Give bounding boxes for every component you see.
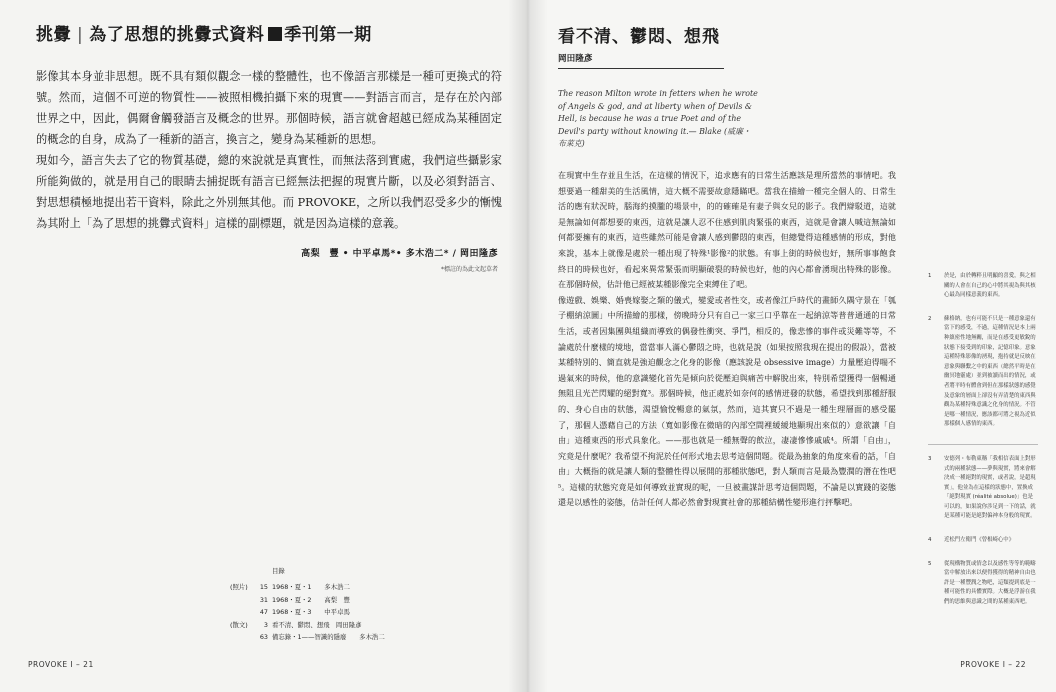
page-title-left [36,20,506,45]
footnote-number: 3 [928,455,932,462]
footnote [928,455,1038,522]
title-divider [558,68,724,69]
essay-body [558,168,896,511]
black-square-icon [268,27,282,41]
title-subtitle: 為了思想的挑釁式資料 [89,25,265,45]
title-issue: 季刊第一期 [284,25,372,45]
footnote-number: 5 [928,560,932,567]
toc-heading: 目錄 [272,567,285,575]
essay-paragraph-1: 在現實中生存並且生活，在這樣的情況下，追求應有的日常生活應該是理所當然的事情吧。我想要過一種甜美的生活風情，這大概不需要故意隱瞞吧。當我在描繪一種完全個人的、日常生活的應有狀況時，腦海約摸朧的場景中，的的確確是有妻子與女兒的影子。我們辯駁道，這就是無論如何都想要的東西，這就是讓人忍不住感到肌肉緊張的東西，這就是會讓人喊這無論如何都要擁有的東西，這些雖然可能是會讓人感到鬱悶的東西，但總覺得這種感情的形成，對他來說，基本上就像是處於一種出現了特殊¹影像²的狀態。有事上街的時候也好，無所事事飽食終日的時候也好，看起來異常緊張而明顯破裂的時候也好，他的內心都會湧現出特殊的影像。在那個時候，估計他已經被某種影像完全束縛住了吧。 [558,170,896,290]
toc-text: 看不清、鬱悶、想飛 岡田隆彥 [272,620,362,629]
author-credit [301,246,498,273]
footnote-text: 從現構物質或情念以及感性等等的範疇當中解放出來以便得獲得的精神自由也許是一種豐潤之物吧，這類提到底是一種可能性的具體實際。大概是浮游在我們的思維與意識之間的某種東西吧。 [944,560,1036,606]
footnote-divider [928,444,1038,445]
toc-text: 1968・夏・3 中平卓馬 [272,608,350,617]
footnote-text: 安德列・布勒東稱「我相信表面上對形式的兩種狀態——夢與現實，將來會解決成一種絕對的現實，或者說，是超現實」，他並為在這樣的狀態中，置換成「絕對現實 (réalité absolue)」也是可以的，如果說你涉足到一下的話，就是某種可能是絕對偏神本身般的現實。 [944,455,1036,520]
toc-page: 31 [259,595,268,604]
toc-section [230,606,256,618]
toc-row [230,631,490,643]
right-page [528,0,1056,692]
footnote [928,315,1038,430]
essay-author: 岡田隆彥 [558,54,593,64]
toc-page: 63 [259,633,268,642]
manifesto-paragraph-2: 現如今，語言失去了它的物質基礎，總的來說就是真實性，而無法落到實處，我們這些攝影家所能夠做的，就是用自己的眼睛去捕捉既有語言已經無法把握的現實片斷，以及必須對語言、對思想積極地提出若干資料，除此之外別無其他。而 PROVOKE，之所以我們忍受多少的慚愧為其附上「為了思想的挑釁式資料」這樣的副標題，就是因為這樣的意義。 [36,154,502,230]
toc-section [230,631,256,643]
toc-row [230,606,490,618]
toc-row [230,619,490,631]
toc-section [230,594,256,606]
title-provoke: 挑釁 [36,25,71,45]
toc-section: (散文) [230,620,248,629]
footnote-text: 近松門左衛門《曾根崎心中》 [944,537,1015,544]
essay-title: 看不清、鬱悶、想飛 [558,27,720,47]
footnote [928,536,1038,546]
toc-page: 3 [263,620,268,629]
credit-note: *標註的為此文起草者 [440,266,498,273]
footnote-text: 於是，由於轉粹且明顯的喜愛，與之相關的人會在自己的心中將其視為與其核心最為同樣意義的東西。 [944,273,1036,299]
footnotes [928,272,1038,622]
essay-paragraph-2: 像遊戲、娛樂、婚喪嫁娶之類的儀式，變愛或者性交，或者像江戶時代的畫師久隅守景在「瓠子棚納涼圖」中所描繪的那樣，傍晚時分只有自己一家三口乎靠在一起納涼等普普通通的日常生活，或者因集團與組織而導致的偶發性衝突、爭鬥，相反的，像悲慘的事件或災難等等，不論處於什麼樣的境地，當當事人滿心鬱悶之時，也就是說（如果按照我現在提出的假設），當被某種特別的、簡直就是強迫觀念之化身的影像（應該說是 obsessive image）力量壓迫得喘不過氣來的時候，他的意識變化首先是傾向於從壓迫與痛苦中解脫出來，特別希望獲得一個暢通無阻且光芒閃耀的絕對寬³。那個時候，他正處於如奈何的感情迸發的狀態，希望找到那種舒服的、身心自由的狀態，渴望愉悅暢意的氣氛，然而，這其實只不過是一種生理層面的感受罷了，那個人憑藉自己的方法（寬如影像在微暗的內部空間裡緩緩地顯現出來似的）意欲讓「自由」這種東西的形式具象化。——那也就是一種無聲的飲泣，凄凄慘慘戚戚⁴。所謂「自由」，究竟是什麼呢？我希望不拘泥於任何形式地去思考這個問題。從最為抽象的角度來看的話，「自由」大概指的就是讓人類的整體性得以展開的那種狀態吧，對人類而言是最為豐潤的潛在性吧⁵。這樣的狀態究竟是如何導致並實現的呢，一旦被畫謀計思考這個問題，不論是以實踐的姿態還是以感性的姿態，估計任何人都必然會對現實社會的那種結構性變形進行抨擊吧。 [558,294,896,508]
toc-page: 15 [259,583,268,592]
toc-section: (照片) [230,583,248,592]
footnote [928,560,1038,608]
page-number-left: PROVOKE I – 21 [28,660,94,669]
toc-text: 1968・夏・2 高梨 豐 [272,595,350,604]
manifesto-paragraph-1: 影像其本身並非思想。既不具有類似觀念一樣的整體性，也不像語言那樣是一種可更換式的符號。然而，這個不可逆的物質性——被照相機拍攝下來的現實——對語言而言，是存在於內部世界之中，因此，偶爾會觸發語言及概念的世界。那個時候，語言就會超越已經成為某種固定的概念的自身，成為了一種新的語言，換言之，變身為某種新的思想。 [36,70,502,146]
toc-page: 47 [259,608,268,617]
footnote [928,272,1038,301]
toc-row [230,594,490,606]
credit-names: 高梨 豐 • 中平卓馬*• 多木浩二* / 岡田隆彥 [301,249,498,259]
toc-text: 備忘錄・1——智識的隱廢 多木浩二 [272,633,385,642]
table-of-contents [230,565,490,643]
toc-row [230,581,490,593]
toc-text: 1968・夏・1 多木浩二 [272,583,350,592]
title-separator: | [77,25,84,45]
manifesto-text [36,66,502,234]
footnote-text: 蘇格納，也有可能不只是一種意象還有當下的感受，不過，這種情況是本上兩种縝密性地無關，而是在感受更敏銳的狀態下接受到的印象，記憶印象。意象這種特殊影像的湧現，抱持就是反映在意象與聯繫之中的東西（總然平時是在幽冥地靈處）並到被讀而出的情況，或者將平時有體會到但在那樣狀態的感覺及意象的層面上卻沒有弄清楚的東西與觀為某種特殊意識之化身的情況。不管是哪一種情況，應該都可將之視為近似那樣個人感情的東西。 [944,315,1036,428]
footnote-number: 1 [928,273,932,279]
footnote-number: 4 [928,537,932,544]
footnote-number: 2 [928,315,932,322]
epigraph-quote: The reason Milton wrote in fetters when he wrote of Angels & god, and at liberty when of Devils & Hell, is because he was a true Poet and of the Devil's party without knowing it.— Blake (威廉・布萊克) [558,89,758,149]
page-number-right: PROVOKE I – 22 [960,660,1026,669]
